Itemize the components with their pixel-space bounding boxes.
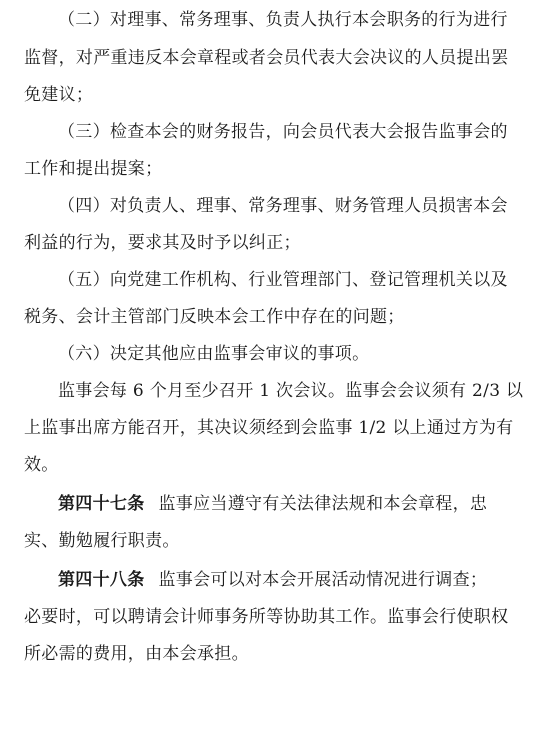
text-line: （四）对负责人、理事、常务理事、财务管理人员损害本会 [58,196,508,216]
text-line: 上监事出席方能召开，其决议须经到会监事 1/2 以上通过方为有 [24,418,514,438]
text-line: （六）决定其他应由监事会审议的事项。 [58,344,370,364]
text-line: 税务、会计主管部门反映本会工作中存在的问题； [24,307,405,327]
text-line: 利益的行为，要求其及时予以纠正； [24,233,301,253]
article-47-text: 监事应当遵守有关法律法规和本会章程，忠 [158,494,488,514]
text-line: 效。 [24,455,59,475]
article-47-line [58,489,529,519]
text-line: （五）向党建工作机构、行业管理部门、登记管理机关以及 [58,270,508,290]
text-line: 监督，对严重违反本会章程或者会员代表大会决议的人员提出罢 [24,48,509,68]
text-line: 免建议； [24,85,94,105]
article-48-label: 第四十八条 [58,570,145,590]
text-line: 监事会每 6 个月至少召开 1 次会议。监事会会议须有 2/3 以 [58,381,524,401]
article-48-text: 监事会可以对本会开展活动情况进行调查； [158,570,488,590]
article-47-label: 第四十七条 [58,494,145,514]
text-line: 实、勤勉履行职责。 [24,531,180,551]
text-line: （三）检查本会的财务报告，向会员代表大会报告监事会的 [58,122,508,142]
text-line: （二）对理事、常务理事、负责人执行本会职务的行为进行 [58,10,508,30]
text-line: 所必需的费用，由本会承担。 [24,644,249,664]
text-line: 必要时，可以聘请会计师事务所等协助其工作。监事会行使职权 [24,607,509,627]
article-48-line [58,565,529,595]
text-line: 工作和提出提案； [24,159,163,179]
